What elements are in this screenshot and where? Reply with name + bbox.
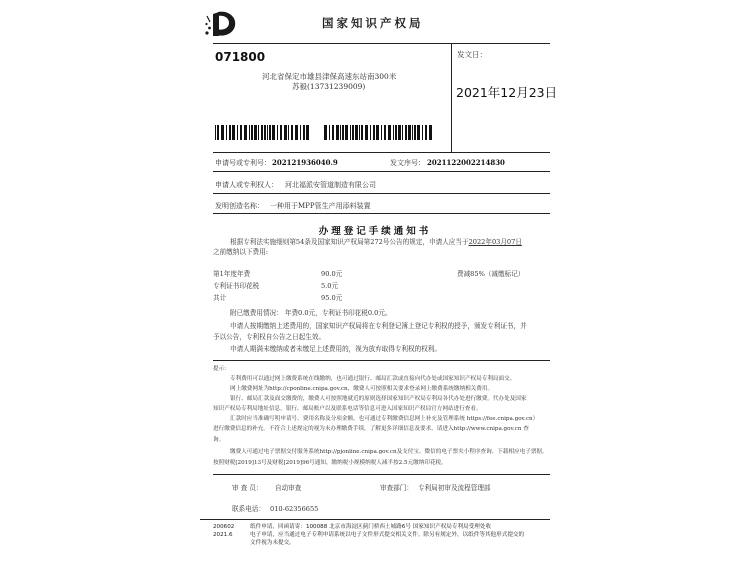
barcode-bar [306, 125, 309, 140]
barcode-bar [408, 125, 411, 140]
barcode-bar [359, 125, 360, 140]
rule-3 [213, 213, 550, 214]
barcode-bar [254, 125, 257, 140]
payment-deadline: 2022年03月07日 [468, 238, 522, 246]
recipient-address: 河北省保定市雄县津保高速东站南300米 [262, 72, 397, 81]
barcode-bar [361, 125, 363, 140]
serial-label: 发文序号： [390, 159, 425, 167]
tips-label: 提示: [213, 366, 227, 372]
barcode-bar [384, 125, 386, 140]
barcode-bar [232, 125, 235, 140]
barcode-bar [291, 125, 293, 140]
fee-row-note: 费减85%（减缴标记） [457, 270, 525, 278]
barcode-left [215, 125, 310, 140]
barcode-bar [422, 125, 423, 140]
application-number: 202121936040.9 [272, 158, 338, 167]
fee-total-label: 共计 [213, 294, 227, 302]
barcode-bar [300, 125, 301, 140]
tip-line: 知识产权局专利局地址信息，银行、邮局账户以及联系电话等信息可进入国家知识产权局官方网站进行查看。 [213, 406, 482, 412]
waiver-paragraph: 申请人期满未缴纳或者未缴足上述费用的，视为放弃取得专利权的权利。 [230, 345, 441, 353]
barcode-bar [264, 125, 267, 140]
postcode: 071800 [215, 50, 266, 64]
tip-line: 询。 [213, 437, 225, 443]
tip-line: 专利费用可以通过网上缴费系统在线缴纳，也可通过银行、邮局汇款或直接向代办处或国家知识产权局专利局面交。 [230, 376, 516, 382]
barcode-bar [381, 125, 382, 140]
notice-intro-text: 根据专利法实施细则第54条及国家知识产权局第272号公告的规定，申请人应当于 [230, 238, 469, 246]
barcode-bar [332, 125, 334, 140]
barcode-bar [329, 125, 330, 140]
header-rule [213, 43, 550, 44]
barcode-bar [221, 125, 224, 140]
rule-4 [213, 360, 550, 361]
office-name: 国家知识产权局 [322, 16, 424, 30]
applicant-label: 申请人或专利权人： [215, 181, 278, 189]
barcode-right [324, 125, 434, 140]
paid-fees: 附已缴费用情况： 年费0.0元，专利证书印花税0.0元。 [230, 309, 392, 317]
recipient-name: 苏毅(13731239009) [292, 82, 366, 91]
address-divider [451, 43, 452, 152]
grant-paragraph-end: 予以公告，专利权自公告之日起生效。 [213, 333, 326, 341]
barcode-bar [405, 125, 407, 140]
serial-number: 2021122002214830 [427, 158, 505, 167]
barcode-bar [342, 125, 344, 140]
barcode-bar [336, 125, 339, 140]
barcode-bar [261, 125, 263, 140]
barcode-bar [398, 125, 401, 140]
barcode-bar [352, 125, 354, 140]
barcode-bar [295, 125, 298, 140]
dispatch-date: 2021年12月23日 [456, 85, 558, 100]
barcode-bar [269, 125, 271, 140]
tip-line: 进行缴费信息的补充。不符合上述规定的视为未办理缴费手续，了解更多详细信息及要求，请进入http://www.cnipa.gov.cn 查 [213, 426, 529, 432]
grant-paragraph: 申请人按期缴纳上述费用的，国家知识产权局将在专利登记簿上登记专利权的授予，颁发专利证书，并 [230, 322, 527, 330]
phone-number: 010-62356655 [270, 505, 319, 513]
barcode-bar [258, 125, 259, 140]
footer-rule [200, 519, 550, 520]
department-name: 专利局初审及流程管理部 [418, 484, 491, 492]
barcode-bar [284, 125, 287, 140]
barcode-bar [217, 125, 219, 140]
footer-line: 电子申请，应当通过电子专利申请系统以电子文件形式提交相关文件。除另有规定外，以纸件等其他形式提交的 [250, 532, 525, 538]
barcode-bar [229, 125, 231, 140]
applicant-name: 河北福派安管道制造有限公司 [285, 181, 376, 189]
rule-5 [213, 474, 550, 475]
barcode-bar [414, 125, 416, 140]
fee-row-name: 专利证书印花税 [213, 282, 260, 290]
rule-2 [213, 193, 550, 194]
barcode-bar [244, 125, 247, 140]
tip-line: 网上缴费网址为http://cponline.cnipa.gov.cn，缴费人可按照相关要求登录网上缴费系统缴纳相关费用。 [230, 386, 494, 392]
form-version: 2021.6 [213, 532, 233, 538]
barcode-bar [350, 125, 351, 140]
tip-line: 缴费人可通过电子票据交付服务系统http://pjonline.cnipa.gov.cn及支付宝、微信的电子票夹小程序查询、下载相应电子票据。 [230, 449, 548, 455]
barcode-bar [280, 125, 282, 140]
barcode-bar [388, 125, 391, 140]
barcode-bar [370, 125, 371, 140]
barcode-bar [251, 125, 253, 140]
phone-label: 联系电话： [232, 505, 265, 513]
fee-row-amount: 5.0元 [321, 282, 339, 290]
footer-line: 纸件申请，回函请寄：100088 北京市海淀区蓟门桥西土城路6号 国家知识产权局专利局受理处收 [250, 524, 492, 530]
reviewer-label: 审 查 员： [232, 484, 263, 492]
tip-line: 银行、邮局汇款及面交缴费的，缴费人可按照地就近的原则选择国家知识产权局专利局各代办处进行缴费。代办处及国家 [230, 396, 527, 402]
tip-line: 按照财税[2019]13号及财税[2019]96号通知，缴纳税小规模纳税人减半按2.5元缴纳印花税。 [213, 460, 447, 466]
barcode-bar [417, 125, 420, 140]
fee-row-amount: 90.0元 [321, 270, 343, 278]
barcode-bar [340, 125, 341, 140]
barcode-bar [345, 125, 348, 140]
fee-total-amount: 95.0元 [321, 294, 343, 302]
barcode-bar [355, 125, 358, 140]
tip-line: 汇款时应当准确写明申请号、费用名称及分项金额，也可通过专利缴费信息网上补充及管理系统 https://fee.cnipa.gov.cn） [230, 416, 539, 422]
invention-title: 一种用于MPP管生产用添料装置 [270, 202, 371, 210]
barcode-bar [237, 125, 238, 140]
form-code: 200602 [213, 524, 235, 530]
barcode-bar [240, 125, 242, 140]
barcode-bar [277, 125, 278, 140]
dispatch-date-label: 发文日： [457, 50, 487, 59]
department-label: 审查部门： [380, 484, 413, 492]
barcode-bar [226, 125, 227, 140]
notice-title: 办理登记手续通知书 [318, 226, 432, 237]
barcode-bar [365, 125, 368, 140]
barcode-bar [393, 125, 394, 140]
barcode-bar [373, 125, 375, 140]
barcode-bar [288, 125, 289, 140]
barcode-bar [303, 125, 305, 140]
barcode-bar [272, 125, 275, 140]
barcode-bar [215, 125, 216, 140]
fee-row-name: 第1年度年费 [213, 270, 251, 278]
invention-title-label: 发明创造名称： [215, 202, 264, 210]
barcode-bar [425, 125, 427, 140]
barcode-bar [249, 125, 250, 140]
barcode-bar [395, 125, 397, 140]
cnipa-logo-icon [204, 8, 238, 38]
notice-intro-end: 之前缴纳以下费用: [213, 248, 268, 256]
barcode-bar [376, 125, 379, 140]
barcode-bar [324, 125, 327, 140]
barcode-bar [267, 125, 268, 140]
rule-1 [213, 171, 550, 172]
footer-line: 文件视为未提交。 [250, 540, 295, 546]
barcode-bar [429, 125, 432, 140]
application-number-label: 申请号或专利号： [215, 159, 271, 167]
notice-intro [230, 236, 522, 249]
barcode-bar [412, 125, 413, 140]
address-rule [213, 152, 550, 153]
reviewer-name: 自动审查 [275, 484, 302, 492]
barcode-bar [402, 125, 403, 140]
